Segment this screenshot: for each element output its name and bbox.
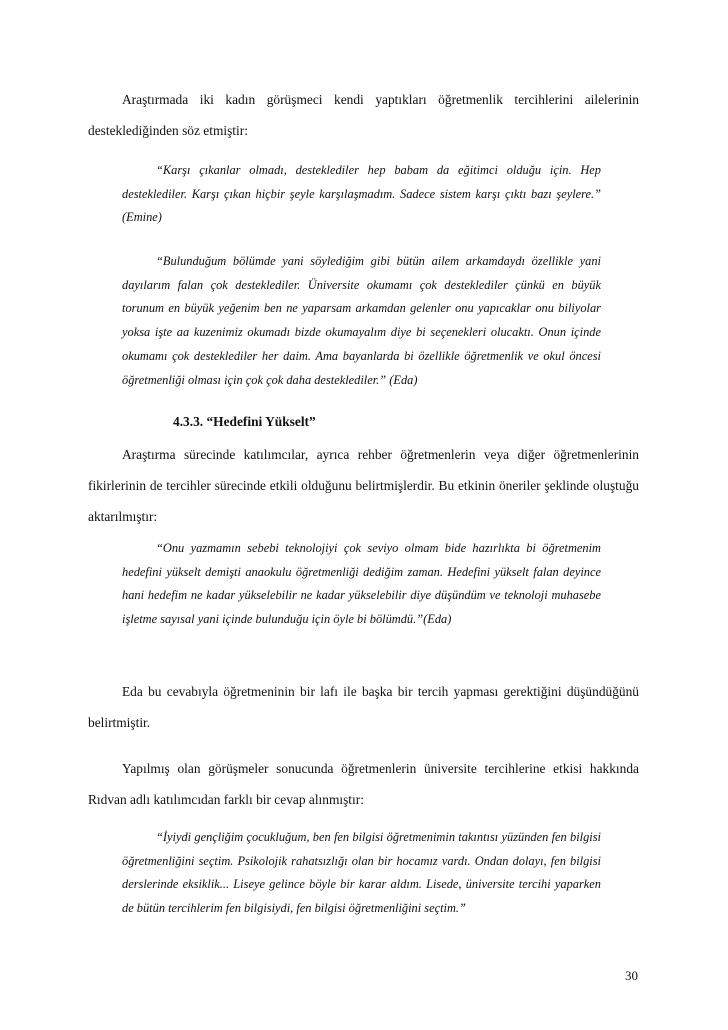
paragraph-teachers: Araştırma sürecinde katılımcılar, ayrıca rehber öğretmenlerin veya diğer öğretmenlerinin fikirlerinin de tercihler sürecinde etkili olduğunu belirtmişlerdir. Bu etkinin öneriler şeklinde oluştuğu aktarılmıştır: xyxy=(88,447,639,524)
paragraph-eda-summary: Eda bu cevabıyla öğretmeninin bir lafı ile başka bir tercih yapması gerektiğini düşündüğünü belirtmiştir. xyxy=(88,684,639,730)
page-number: 30 xyxy=(625,968,638,983)
quote-eda-goal: “Onu yazmamın sebebi teknolojiyi çok seviyo olmam bide hazırlıkta bi öğretmenim hedefini yükselt demişti anaokulu öğretmenliği dediğim zaman. Hedefini yükselt falan deyince hani hedefim ne kadar yükselebilir ne kadar yükselebilir diye düşündüm ve teknoloji muhasebe işletme sayısal yani içinde bulunduğu için öyle bi bölümdü.”(Eda) xyxy=(122,541,601,627)
section-heading: 4.3.3. “Hedefini Yükselt” xyxy=(173,414,316,429)
quote-emine: “Karşı çıkanlar olmadı, desteklediler hep babam da eğitimci olduğu için. Hep desteklediler. Karşı çıkan hiçbir şeyle karşılaşmadım. Sadece sistem karşı çıktı bazı şeylere.” (Emine) xyxy=(122,163,601,225)
paragraph-intro: Araştırmada iki kadın görüşmeci kendi yaptıkları öğretmenlik tercihlerini ailelerinin desteklediğinden söz etmiştir: xyxy=(88,92,639,138)
quote-eda-family: “Bulunduğum bölümde yani söylediğim gibi bütün ailem arkamdaydı özellikle yani dayılarım falan çok desteklediler. Üniversite okumamı çok desteklediler çünkü en büyük torunum en büyük yeğenim ben ne yaparsam arkamdan gelenler onu yapıcaklar onu biliyolar yoksa işte aa kuzenimiz okumadı bizde okumayalım diye bi seçenekleri olucaktı. Onun içinde okumamı çok desteklediler her daim. Ama bayanlarda bi özellikle öğretmenlik ve okul öncesi öğretmenliği olması için çok çok daha desteklediler.” (Eda) xyxy=(122,254,601,387)
paragraph-ridvan: Yapılmış olan görüşmeler sonucunda öğretmenlerin üniversite tercihlerine etkisi hakkında Rıdvan adlı katılımcıdan farklı bir cevap alınmıştır: xyxy=(88,761,639,807)
quote-ridvan: “İyiydi gençliğim çocukluğum, ben fen bilgisi öğretmenimin takıntısı yüzünden fen bilgisi öğretmenliğini seçtim. Psikolojik rahatsızlığı olan bir hocamız vardı. Ondan dolayı, fen bilgisi derslerinde eksiklik... Liseye gelince böyle bir karar aldım. Lisede, üniversite tercihi yaparken de bütün tercihlerim fen bilgisiydi, fen bilgisi öğretmenliğini seçtim.” xyxy=(122,830,601,916)
